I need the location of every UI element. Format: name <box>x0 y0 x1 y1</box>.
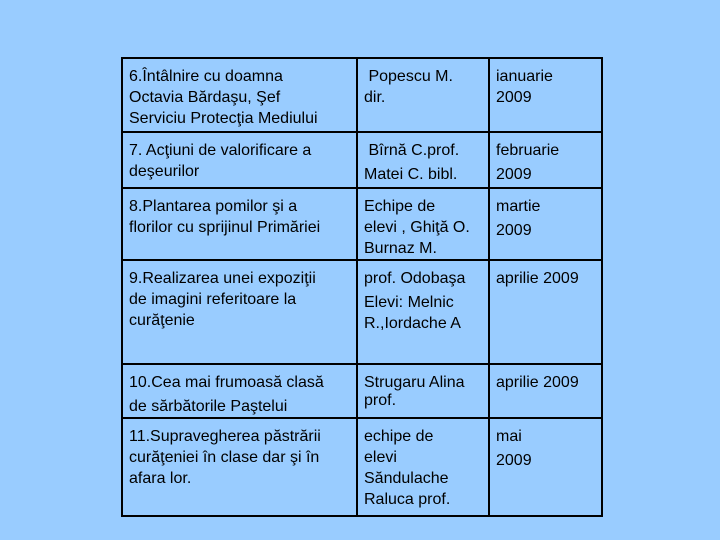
cell-text: aprilie 2009 <box>496 270 579 287</box>
cell-text: martie <box>496 198 541 215</box>
activity-cell <box>123 189 358 261</box>
activity-cell <box>123 365 358 419</box>
activity-cell <box>123 133 358 189</box>
table-row <box>123 133 603 189</box>
cell-text: Matei C. bibl. <box>364 166 458 183</box>
cell-text: Octavia Bărdaşu, Şef <box>129 89 281 106</box>
cell-text: echipe de <box>364 428 434 445</box>
date-cell <box>490 419 603 517</box>
cell-text: curăţenie <box>129 312 195 329</box>
table-row <box>123 189 603 261</box>
cell-text: 8.Plantarea pomilor şi a <box>129 198 298 215</box>
date-cell <box>490 133 603 189</box>
table-row <box>123 59 603 133</box>
cell-text: 6.Întâlnire cu doamna <box>129 68 283 85</box>
cell-text: elevi , Ghiţă O. <box>364 219 470 236</box>
cell-text: 10.Cea mai frumoasă clasă <box>129 374 324 391</box>
cell-text: 2009 <box>496 166 532 183</box>
cell-text: Echipe de <box>364 198 436 215</box>
date-cell <box>490 261 603 365</box>
cell-text: Serviciu Protecţia Mediului <box>129 110 318 127</box>
cell-text: Bîrnă C.prof. <box>364 142 460 159</box>
date-cell <box>490 59 603 133</box>
activity-cell <box>123 419 358 517</box>
cell-text: mai <box>496 428 522 445</box>
cell-text: aprilie 2009 <box>496 374 579 391</box>
cell-text: Strugaru Alina <box>364 374 465 391</box>
table-row <box>123 419 603 517</box>
cell-text: 7. Acţiuni de valorificare a <box>129 142 312 159</box>
cell-text: dir. <box>364 89 386 106</box>
cell-text: florilor cu sprijinul Primăriei <box>129 219 321 236</box>
cell-text: de imagini referitoare la <box>129 291 297 308</box>
cell-text: prof. <box>364 392 397 409</box>
table-row <box>123 261 603 365</box>
cell-text: Săndulache <box>364 470 449 487</box>
cell-text: Popescu M. <box>364 68 453 85</box>
cell-text: 2009 <box>496 452 532 469</box>
cell-text: Burnaz M. <box>364 240 437 257</box>
cell-text: curăţeniei în clase dar şi în <box>129 449 320 466</box>
cell-text: 2009 <box>496 222 532 239</box>
cell-text: 2009 <box>496 89 532 106</box>
activity-cell <box>123 261 358 365</box>
cell-text: afara lor. <box>129 470 192 487</box>
cell-text: Elevi: Melnic <box>364 294 454 311</box>
responsible-cell <box>358 261 490 365</box>
date-cell <box>490 365 603 419</box>
cell-text: ianuarie <box>496 68 553 85</box>
cell-text: de sărbătorile Paştelui <box>129 398 288 415</box>
responsible-cell <box>358 419 490 517</box>
activity-cell <box>123 59 358 133</box>
cell-text: Raluca prof. <box>364 491 451 508</box>
cell-text: prof. Odobaşa <box>364 270 466 287</box>
date-cell <box>490 189 603 261</box>
responsible-cell <box>358 133 490 189</box>
cell-text: elevi <box>364 449 397 466</box>
table-row <box>123 365 603 419</box>
cell-text: februarie <box>496 142 560 159</box>
activities-table <box>121 57 603 517</box>
responsible-cell <box>358 365 490 419</box>
cell-text: 9.Realizarea unei expoziţii <box>129 270 316 287</box>
cell-text: R.,Iordache A <box>364 315 461 332</box>
responsible-cell <box>358 59 490 133</box>
cell-text: 11.Supravegherea păstrării <box>129 428 321 445</box>
responsible-cell <box>358 189 490 261</box>
cell-text: deşeurilor <box>129 163 200 180</box>
